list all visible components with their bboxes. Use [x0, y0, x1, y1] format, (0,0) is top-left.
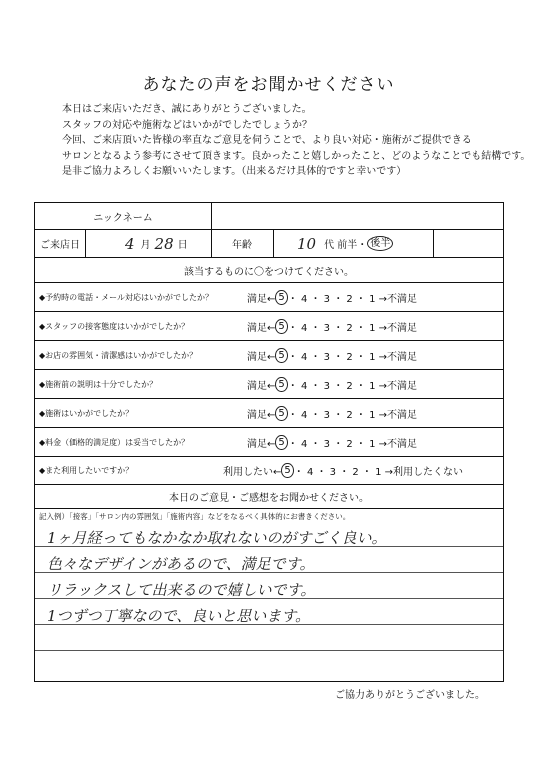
scale-left-label: 満足←: [247, 322, 276, 334]
selected-rating: 5: [275, 435, 287, 450]
intro-line: 是非ご協力よろしくお願いいたします。（出来るだけ具体的ですと幸いです）: [62, 166, 407, 177]
question-text: ◆施術前の説明は十分でしたか？: [39, 379, 158, 389]
age-decade: 10: [297, 234, 317, 253]
selected-rating: 5: [281, 463, 293, 478]
comment-line-text: 色々なデザインがあるので、満足です。: [47, 555, 315, 573]
scale-rest: ・ 4 ・ 3 ・ 2 ・ 1 →利用したくない: [293, 467, 464, 478]
intro-line: スタッフの対応や施術などはいかがでしたでしょうか？: [62, 119, 312, 131]
intro-line: 今回、ご来店頂いた皆様の率直なご意見を伺うことで、より良い対応・施術がご提供できる: [62, 135, 472, 146]
selected-rating: 5: [275, 290, 287, 305]
question-row: [35, 283, 503, 312]
visit-day: 28: [154, 234, 174, 253]
comment-line-text: 1ヶ月経ってもなかなか取れないのがすごく良い。: [47, 529, 387, 547]
selected-rating: 5: [275, 348, 287, 363]
scale-left-label: 利用したい←: [223, 467, 282, 478]
rating-scale[interactable]: [247, 283, 502, 311]
question-row: [35, 370, 503, 399]
question-row: [35, 312, 503, 341]
visit-day-unit: 日: [177, 240, 188, 251]
visit-month: 4: [125, 234, 135, 253]
rating-scale[interactable]: [223, 457, 501, 484]
rating-scale[interactable]: [247, 428, 502, 456]
intro-line: サロンとなるよう参考にさせて頂きます。良かったこと嬉しかったこと、どのようなことでも結構です。: [62, 150, 531, 162]
instruction-text: 該当するものに〇をつけてください。: [184, 266, 354, 278]
selected-rating: 5: [275, 377, 287, 392]
scale-left-label: 満足←: [247, 351, 276, 363]
question-row: [35, 457, 503, 485]
visit-date-field[interactable]: [95, 230, 211, 257]
visit-month-unit: 月: [140, 240, 151, 251]
comment-line-text: 1つずつ丁寧なので、良いと思います。: [47, 607, 311, 625]
intro-line: 本日はご来店いただき、誠にありがとうございました。: [62, 104, 312, 115]
nickname-label: ニックネーム: [93, 212, 153, 224]
scale-left-label: 満足←: [247, 380, 276, 392]
nickname-row: [35, 203, 503, 230]
question-text: ◆施術はいかがでしたか？: [39, 408, 134, 418]
scale-left-label: 満足←: [247, 438, 276, 450]
scale-rest: ・ 4 ・ 3 ・ 2 ・ 1 →不満足: [287, 409, 418, 421]
question-row: [35, 399, 503, 428]
question-text: ◆料金（価格的満足度）は妥当でしたか？: [39, 437, 190, 447]
comments-area[interactable]: [35, 509, 503, 681]
question-text: ◆また利用したいですか？: [39, 466, 134, 475]
nickname-field[interactable]: [221, 203, 491, 229]
page-title: あなたの声をお聞かせください: [142, 75, 395, 95]
rating-scale[interactable]: [247, 341, 502, 369]
selected-rating: 5: [275, 319, 287, 334]
scale-rest: ・ 4 ・ 3 ・ 2 ・ 1 →不満足: [287, 438, 418, 450]
comments-header-row: [35, 485, 503, 509]
scale-rest: ・ 4 ・ 3 ・ 2 ・ 1 →不満足: [287, 351, 418, 363]
question-row: [35, 341, 503, 370]
visit-age-row: [35, 230, 503, 258]
scale-rest: ・ 4 ・ 3 ・ 2 ・ 1 →不満足: [287, 322, 418, 334]
question-text: ◆スタッフの接客態度はいかがでしたか？: [39, 321, 190, 331]
instruction-row: [35, 258, 503, 283]
comment-line-text: リラックスして出来るので嬉しいです。: [47, 581, 316, 599]
comments-example: 記入例）「接客」「サロン内の雰囲気」「施術内容」などをなるべく具体的にお書きください。: [39, 512, 351, 521]
scale-left-label: 満足←: [247, 293, 276, 305]
age-field[interactable]: [283, 230, 433, 257]
scale-left-label: 満足←: [247, 409, 276, 421]
question-text: ◆お店の雰囲気・清潔感はいかがでしたか？: [39, 350, 198, 360]
age-text: 代 前半・: [324, 240, 368, 251]
rating-scale[interactable]: [247, 312, 502, 340]
question-row: [35, 428, 503, 457]
survey-form: [34, 202, 504, 682]
scale-rest: ・ 4 ・ 3 ・ 2 ・ 1 →不満足: [287, 380, 418, 392]
visit-date-label: ご来店日: [40, 240, 80, 251]
age-label: 年齢: [232, 240, 252, 251]
comments-header: 本日のご意見・ご感想をお聞かせください。: [169, 493, 369, 504]
rating-scale[interactable]: [247, 399, 502, 427]
age-selected: 後半: [367, 236, 393, 251]
scale-rest: ・ 4 ・ 3 ・ 2 ・ 1 →不満足: [287, 293, 418, 305]
intro-text: [62, 102, 531, 180]
selected-rating: 5: [275, 406, 287, 421]
rating-scale[interactable]: [247, 370, 502, 398]
thanks-text: ご協力ありがとうございました。: [335, 690, 485, 701]
question-text: ◆予約時の電話・メール対応はいかがでしたか？: [39, 292, 213, 302]
